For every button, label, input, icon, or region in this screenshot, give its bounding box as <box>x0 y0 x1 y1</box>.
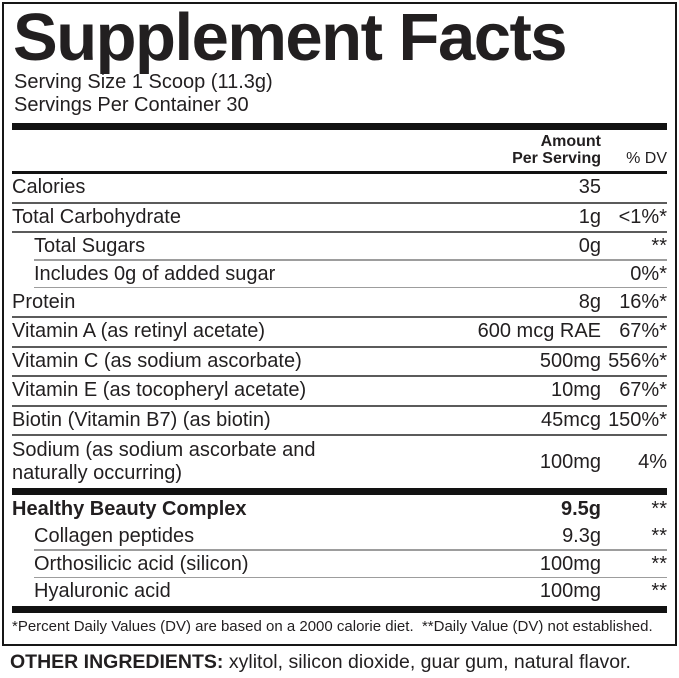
nutrient-amount: 0g <box>578 235 601 258</box>
nutrient-dv: ** <box>651 552 667 575</box>
header-percent-dv: % DV <box>626 150 667 167</box>
nutrient-amount: 100mg <box>539 552 601 575</box>
nutrient-name: Sodium (as sodium ascorbate and naturally occurring) <box>12 439 316 485</box>
nutrient-dv: ** <box>651 235 667 258</box>
nutrient-name: Biotin (Vitamin B7) (as biotin) <box>12 409 271 432</box>
nutrient-dv: 4% <box>638 450 667 473</box>
nutrient-name: Includes 0g of added sugar <box>34 263 276 286</box>
nutrient-name: Protein <box>12 290 76 313</box>
nutrient-amount: 100mg <box>539 450 601 473</box>
nutrient-amount: 100mg <box>539 580 601 603</box>
nutrient-dv: ** <box>651 497 667 520</box>
nutrient-dv: 67%* <box>619 320 667 343</box>
nutrient-name: Hyaluronic acid <box>34 580 171 603</box>
header-amount-per-serving <box>512 133 601 167</box>
row-sodium <box>12 436 667 488</box>
row-vitamin-c <box>12 348 667 378</box>
row-biotin <box>12 407 667 437</box>
nutrient-name: Total Sugars <box>34 235 146 258</box>
table-header <box>12 130 667 174</box>
row-hyaluronic-acid <box>12 578 667 606</box>
nutrient-amount: 8g <box>578 290 601 313</box>
nutrient-amount: 10mg <box>550 379 601 402</box>
row-total-sugars <box>12 233 667 261</box>
row-healthy-beauty-complex <box>12 495 667 523</box>
nutrient-name: Vitamin C (as sodium ascorbate) <box>12 349 302 372</box>
nutrient-dv: 0%* <box>630 263 667 286</box>
row-protein <box>12 288 667 318</box>
nutrient-amount: 1g <box>578 205 601 228</box>
nutrient-dv: ** <box>651 580 667 603</box>
header-amount-line2: Per Serving <box>512 150 601 167</box>
nutrient-dv: 150%* <box>608 409 667 432</box>
header-amount-line1: Amount <box>540 133 601 150</box>
nutrient-dv: <1%* <box>618 205 667 228</box>
nutrient-amount: 600 mcg RAE <box>477 320 601 343</box>
other-ingredients-text: xylitol, silicon dioxide, guar gum, natural flavor. <box>223 651 631 673</box>
other-ingredients-label: OTHER INGREDIENTS: <box>10 651 224 673</box>
nutrient-name: Collagen peptides <box>34 525 195 548</box>
servings-per-container: Servings Per Container 30 <box>14 94 249 116</box>
nutrient-name: Calories <box>12 176 86 199</box>
nutrient-amount: 35 <box>578 176 601 199</box>
nutrient-dv: 67%* <box>619 379 667 402</box>
row-orthosilicic-acid <box>12 551 667 579</box>
nutrient-name: Healthy Beauty Complex <box>12 497 247 520</box>
nutrient-dv: 556%* <box>608 349 667 372</box>
row-added-sugar <box>12 261 667 289</box>
row-total-carbohydrate <box>12 204 667 234</box>
divider-bar-bottom <box>12 606 667 613</box>
nutrient-dv: 16%* <box>619 290 667 313</box>
row-calories <box>12 174 667 204</box>
nutrient-name: Vitamin E (as tocopheryl acetate) <box>12 379 307 402</box>
nutrient-amount: 9.3g <box>562 525 601 548</box>
row-vitamin-a <box>12 318 667 348</box>
nutrient-amount: 9.5g <box>560 497 601 520</box>
nutrient-name: Vitamin A (as retinyl acetate) <box>12 320 266 343</box>
nutrient-name: Orthosilicic acid (silicon) <box>34 552 249 575</box>
nutrient-amount: 500mg <box>539 349 601 372</box>
nutrient-dv: ** <box>651 525 667 548</box>
divider-bar-top <box>12 123 667 130</box>
row-vitamin-e <box>12 377 667 407</box>
serving-size: Serving Size 1 Scoop (11.3g) <box>14 71 273 93</box>
supplement-facts-panel <box>2 2 677 646</box>
nutrient-name: Total Carbohydrate <box>12 205 181 228</box>
row-collagen-peptides <box>12 523 667 551</box>
daily-value-footnote: *Percent Daily Values (DV) are based on a 2000 calorie diet. **Daily Value (DV) not established. <box>12 617 653 635</box>
divider-bar-complex-top <box>12 488 667 495</box>
nutrient-amount: 45mcg <box>540 409 601 432</box>
other-ingredients <box>10 651 631 674</box>
panel-title: Supplement Facts <box>13 0 567 75</box>
